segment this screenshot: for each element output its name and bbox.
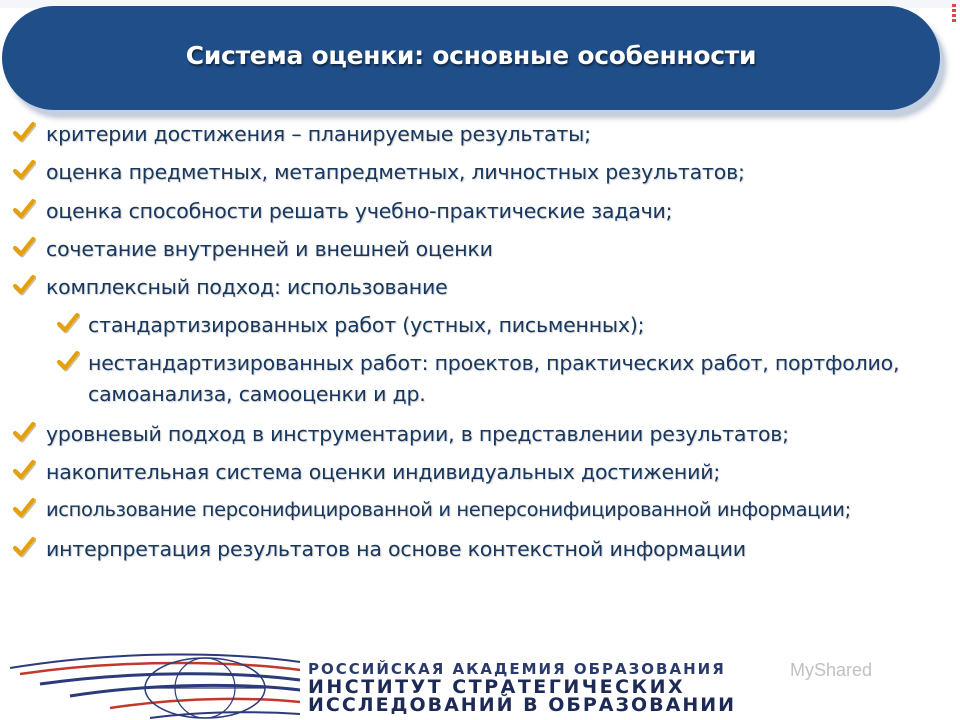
check-icon — [12, 535, 36, 559]
check-icon — [12, 197, 36, 221]
list-item-text: использование персонифицированной и неперсонифицированной информации; — [46, 498, 851, 521]
footer-line-3: ИССЛЕДОВАНИЙ В ОБРАЗОВАНИИ — [308, 694, 737, 716]
sub-list-item-text: стандартизированных работ (устных, письменных); — [88, 313, 645, 337]
footer-line-2: ИНСТИТУТ СТРАТЕГИЧЕСКИХ — [308, 676, 686, 698]
check-icon — [12, 420, 36, 444]
list-item — [46, 199, 672, 223]
check-icon — [56, 311, 80, 335]
watermark: MyShared — [790, 660, 873, 680]
sub-list-item — [88, 313, 644, 337]
list-item — [46, 537, 746, 561]
check-icon — [12, 158, 36, 182]
list-item — [46, 460, 720, 484]
list-item — [46, 160, 745, 184]
list-item-text: накопительная система оценки индивидуальных достижений; — [46, 460, 721, 484]
sub-list-item-continuation — [88, 382, 426, 406]
footer-line-1: РОССИЙСКАЯ АКАДЕМИЯ ОБРАЗОВАНИЯ — [308, 660, 726, 678]
list-item-text: оценка предметных, метапредметных, личностных результатов; — [46, 160, 745, 184]
list-item — [46, 122, 591, 146]
check-icon — [12, 273, 36, 297]
list-item — [46, 237, 493, 261]
sub-list-item — [88, 351, 899, 375]
check-icon — [56, 349, 80, 373]
list-item-text: сочетание внутренней и внешней оценки — [46, 237, 493, 261]
list-item — [46, 498, 851, 521]
sub-list-item-text: нестандартизированных работ: проектов, практических работ, портфолио, — [88, 351, 900, 375]
title-banner — [2, 6, 940, 110]
check-icon — [12, 458, 36, 482]
list-item — [46, 275, 448, 299]
check-icon — [12, 120, 36, 144]
sub-list-item-text: самоанализа, самооценки и др. — [88, 382, 426, 406]
list-item-text: оценка способности решать учебно-практические задачи; — [46, 199, 673, 223]
check-icon — [12, 496, 36, 520]
slide-title: Система оценки: основные особенности — [185, 40, 757, 70]
list-item-text: критерии достижения – планируемые результаты; — [46, 122, 591, 146]
check-icon — [12, 235, 36, 259]
list-item-text: уровневый подход в инструментарии, в представлении результатов; — [46, 422, 789, 446]
list-item-text: интерпретация результатов на основе контекстной информации — [46, 537, 746, 561]
list-item — [46, 422, 789, 446]
list-item-text: комплексный подход: использование — [46, 275, 448, 299]
